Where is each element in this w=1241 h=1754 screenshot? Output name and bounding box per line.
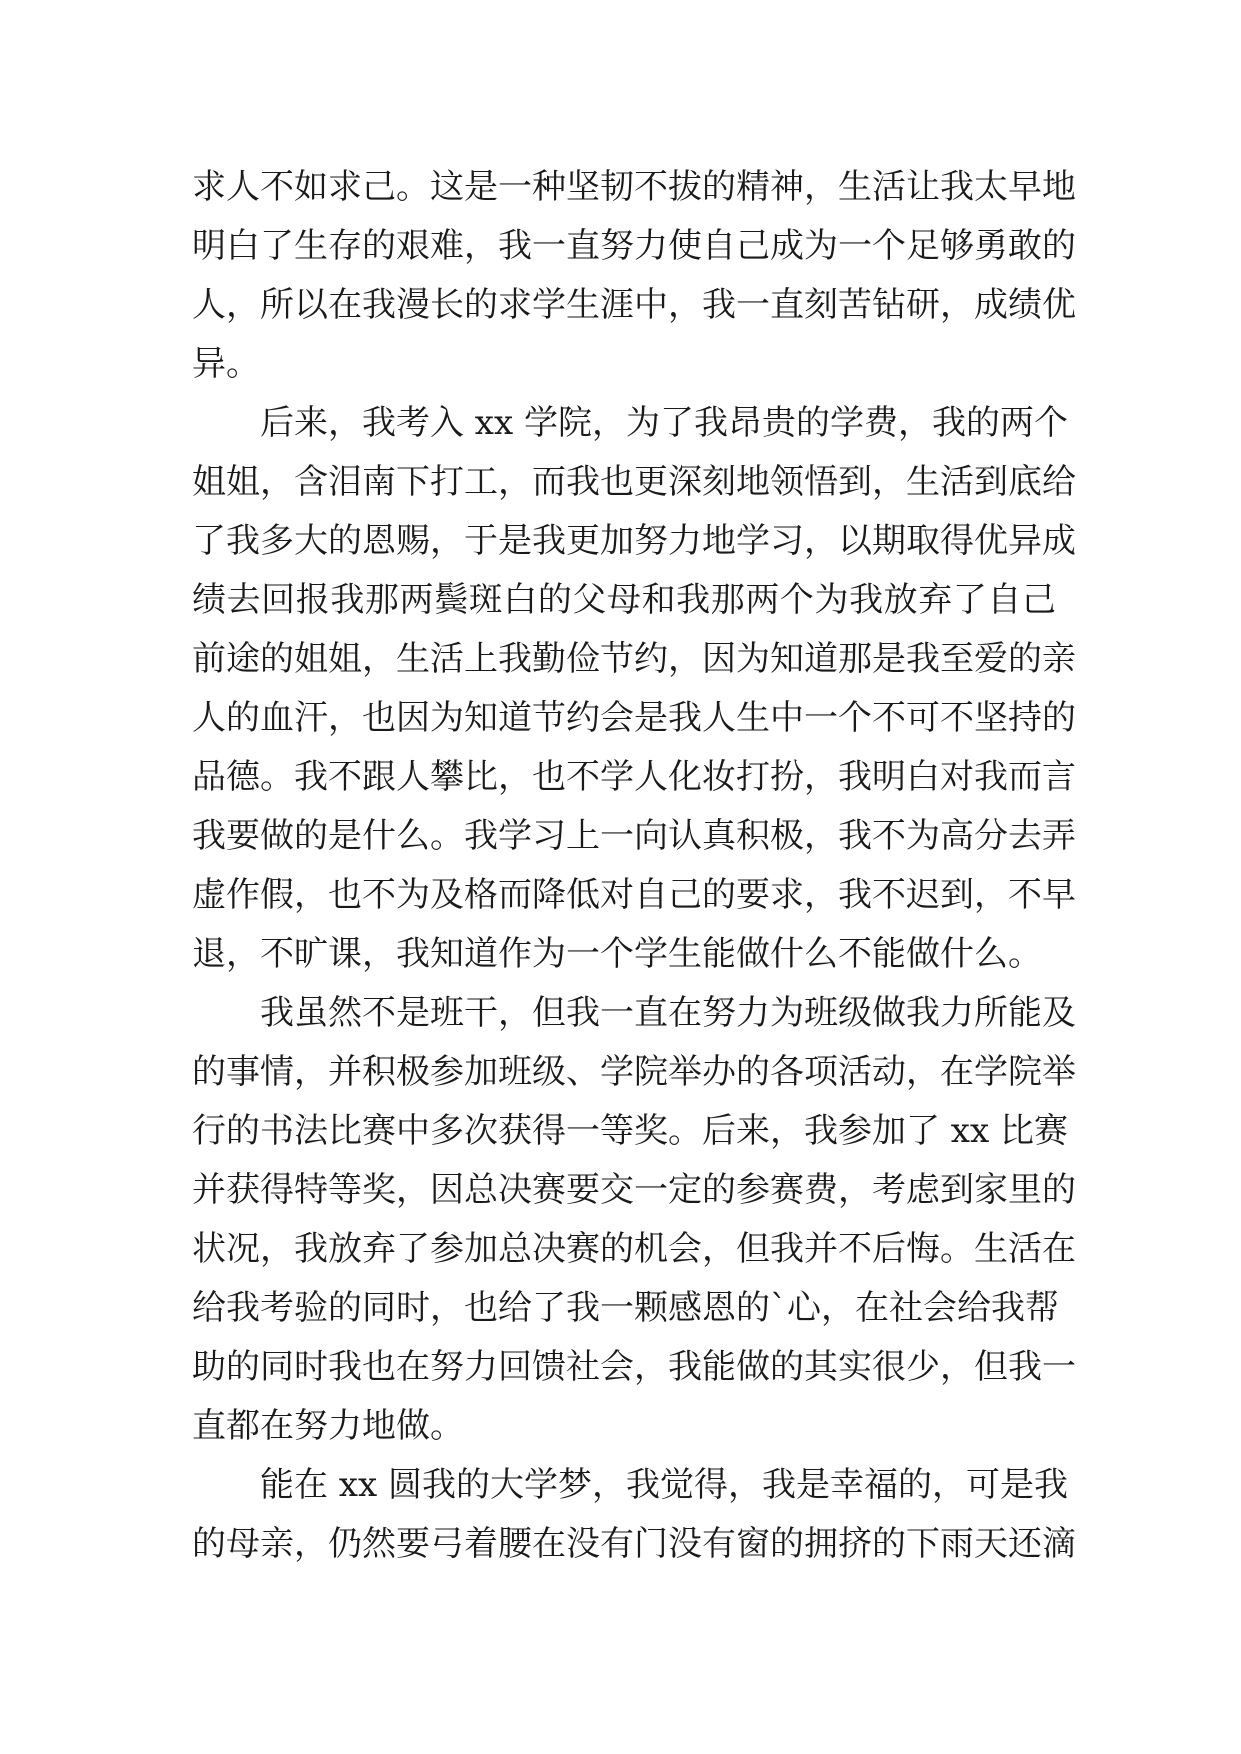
text-line: 并获得特等奖，因总决赛要交一定的参赛费，考虑到家里的 <box>192 1170 1076 1210</box>
text-line: 能在 xx 圆我的大学梦，我觉得，我是幸福的，可是我 <box>260 1465 1068 1505</box>
text-line: 的母亲，仍然要弓着腰在没有门没有窗的拥挤的下雨天还滴 <box>192 1524 1076 1564</box>
text-line: 绩去回报我那两鬓斑白的父母和我那两个为我放弃了自己 <box>192 580 1056 620</box>
text-line: 异。 <box>192 344 260 384</box>
text-line: 我虽然不是班干，但我一直在努力为班级做我力所能及 <box>260 993 1076 1033</box>
text-line: 明白了生存的艰难，我一直努力使自己成为一个足够勇敢的 <box>192 226 1076 266</box>
text-line: 品德。我不跟人攀比，也不学人化妆打扮，我明白对我而言 <box>192 757 1076 797</box>
text-line: 了我多大的恩赐，于是我更加努力地学习，以期取得优异成 <box>192 521 1076 561</box>
text-line: 助的同时我也在努力回馈社会，我能做的其实很少，但我一 <box>192 1347 1076 1387</box>
text-line: 状况，我放弃了参加总决赛的机会，但我并不后悔。生活在 <box>192 1229 1076 1269</box>
text-line: 人的血汗，也因为知道节约会是我人生中一个不可不坚持的 <box>192 698 1076 738</box>
text-line: 前途的姐姐，生活上我勤俭节约，因为知道那是我至爱的亲 <box>192 639 1076 679</box>
text-line: 后来，我考入 xx 学院，为了我昂贵的学费，我的两个 <box>260 403 1068 443</box>
text-line: 的事情，并积极参加班级、学院举办的各项活动，在学院举 <box>192 1052 1076 1092</box>
text-line: 直都在努力地做。 <box>192 1406 464 1446</box>
body-text <box>192 158 1076 1574</box>
text-line: 求人不如求己。这是一种坚韧不拔的精神，生活让我太早地 <box>192 167 1076 207</box>
text-line: 人，所以在我漫长的求学生涯中，我一直刻苦钻研，成绩优 <box>192 285 1076 325</box>
text-line: 行的书法比赛中多次获得一等奖。后来，我参加了 xx 比赛 <box>192 1111 1068 1151</box>
text-line: 给我考验的同时，也给了我一颗感恩的`心，在社会给我帮 <box>192 1288 1059 1328</box>
text-line: 退，不旷课，我知道作为一个学生能做什么不能做什么。 <box>192 934 1042 974</box>
text-line: 虚作假，也不为及格而降低对自己的要求，我不迟到，不早 <box>192 875 1076 915</box>
text-line: 我要做的是什么。我学习上一向认真积极，我不为高分去弄 <box>192 816 1076 856</box>
text-line: 姐姐，含泪南下打工，而我也更深刻地领悟到，生活到底给 <box>192 462 1076 502</box>
